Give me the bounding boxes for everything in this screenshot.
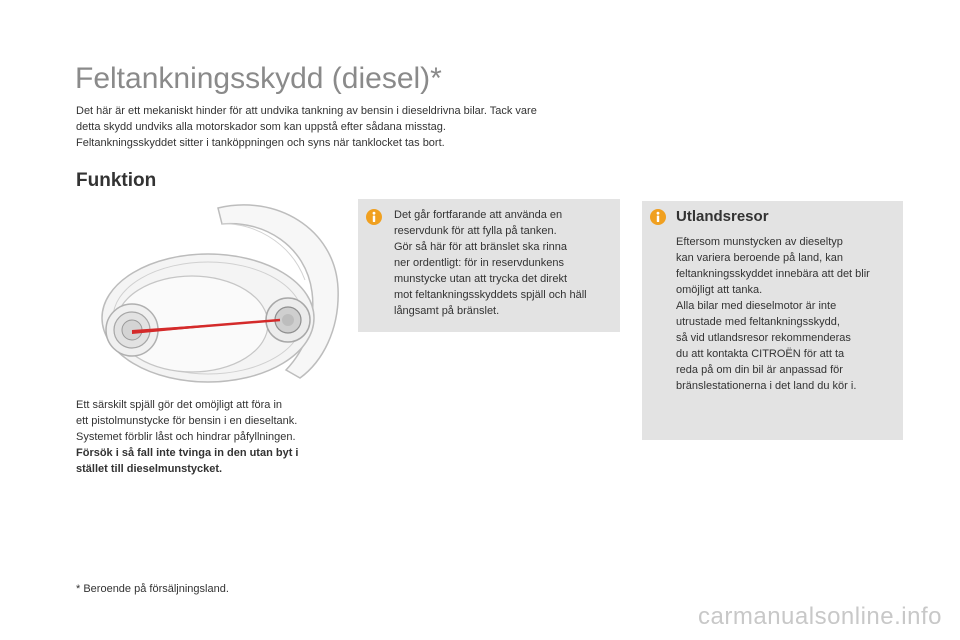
info-line: ner ordentligt: för in reservdunkens	[394, 257, 564, 269]
info-line: bränslestationerna i det land du kör i.	[676, 380, 857, 392]
intro-line: detta skydd undviks alla motorskador som kan uppstå efter sådana misstag.	[76, 121, 446, 133]
body-line: ett pistolmunstycke för bensin i en dieseltank.	[76, 415, 298, 427]
info-line: omöjligt att tanka.	[676, 284, 763, 296]
fuel-filler-illustration	[100, 200, 350, 385]
info-box-jerrycan	[358, 199, 620, 332]
function-text	[76, 397, 346, 477]
watermark: carmanualsonline.info	[698, 603, 942, 630]
info-line: kan variera beroende på land, kan	[676, 252, 843, 264]
page-title: Feltankningsskydd (diesel)*	[75, 62, 442, 95]
footnote: * Beroende på försäljningsland.	[76, 583, 229, 595]
info-line: Det går fortfarande att använda en	[394, 209, 563, 221]
info-line: så vid utlandsresor rekommenderas	[676, 332, 851, 344]
info-line: utrustade med feltankningsskydd,	[676, 316, 840, 328]
info-line: långsamt på bränslet.	[394, 305, 500, 317]
body-line: Systemet förblir låst och hindrar påfyllningen.	[76, 431, 296, 443]
warning-line: stället till dieselmunstycket.	[76, 463, 223, 475]
info-line: munstycke utan att trycka det direkt	[394, 273, 568, 285]
info-box-travel-abroad	[642, 201, 903, 440]
body-line: Ett särskilt spjäll gör det omöjligt att föra in	[76, 399, 283, 411]
info-line: reda på om din bil är anpassad för	[676, 364, 843, 376]
info-icon	[650, 209, 666, 225]
intro-text	[76, 103, 636, 151]
intro-line: Det här är ett mekaniskt hinder för att undvika tankning av bensin i dieseldrivna bilar. Tack vare	[76, 105, 537, 117]
info-box-heading: Utlandsresor	[676, 208, 769, 225]
info-line: Gör så här för att bränslet ska rinna	[394, 241, 568, 253]
warning-line: Försök i så fall inte tvinga in den utan byt i	[76, 447, 299, 459]
info-line: feltankningsskyddet innebära att det blir	[676, 268, 870, 280]
info-line: Eftersom munstycken av dieseltyp	[676, 236, 843, 248]
info-line: Alla bilar med dieselmotor är inte	[676, 300, 837, 312]
info-line: reservdunk för att fylla på tanken.	[394, 225, 557, 237]
intro-line: Feltankningsskyddet sitter i tanköppningen och syns när tanklocket tas bort.	[76, 137, 445, 149]
info-line: mot feltankningsskyddets spjäll och häll	[394, 289, 587, 301]
info-line: du att kontakta CITROËN för att ta	[676, 348, 845, 360]
info-icon	[366, 209, 382, 225]
section-heading: Funktion	[76, 170, 157, 191]
